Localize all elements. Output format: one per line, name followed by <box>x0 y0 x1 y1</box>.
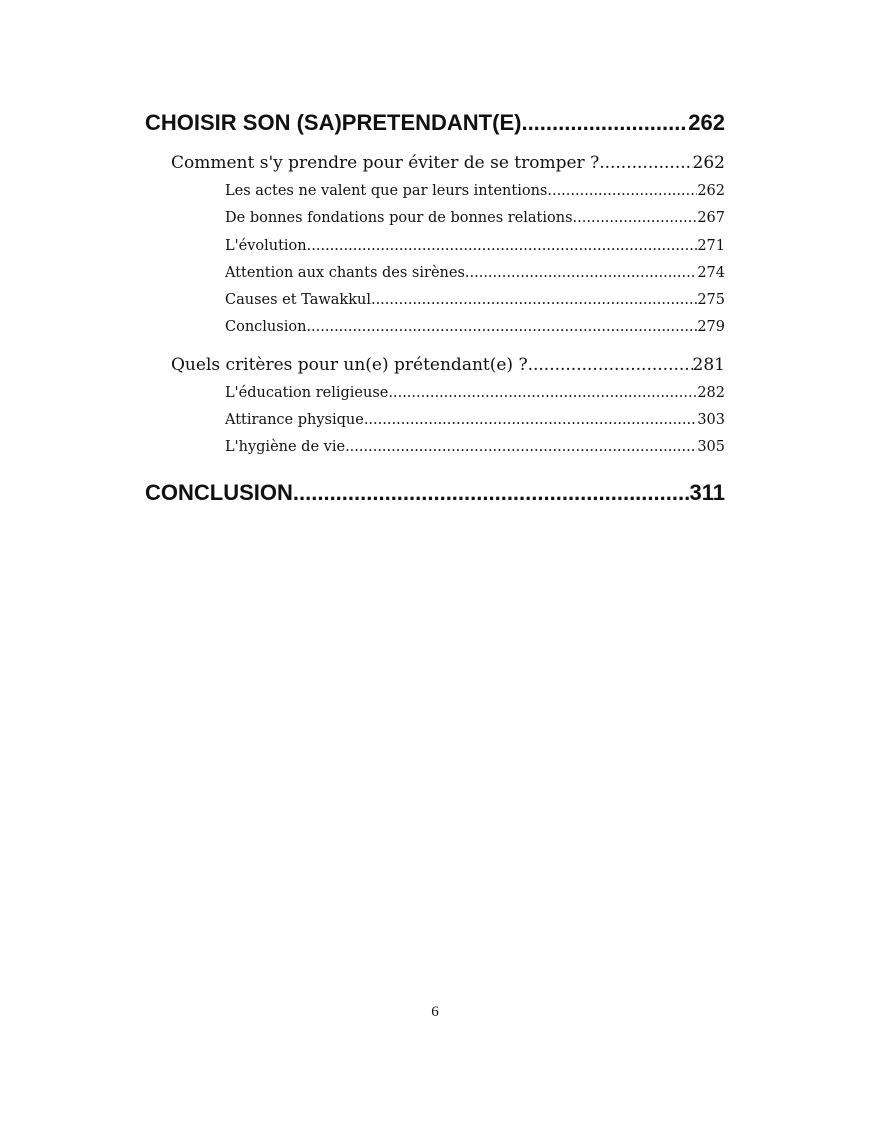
toc-subsection[interactable] <box>225 205 725 232</box>
toc-entry-title: Attention aux chants des sirènes <box>225 264 465 281</box>
toc-entry-title: L'hygiène de vie <box>225 439 346 456</box>
toc-entry-title: Quels critères pour un(e) prétendant(e) ? <box>171 354 528 375</box>
toc-subsection[interactable] <box>225 314 725 341</box>
dot-leader <box>371 287 697 314</box>
toc-subsection[interactable] <box>225 407 725 434</box>
toc-entry-page: 262 <box>692 153 725 173</box>
toc-entry-page: 311 <box>689 479 725 505</box>
toc-entry-page: 271 <box>697 237 725 254</box>
toc-entry-title: Conclusion <box>225 319 307 336</box>
toc-subsection[interactable] <box>225 178 725 205</box>
dot-leader <box>307 233 698 260</box>
toc-entry-page: 262 <box>697 183 725 199</box>
toc-entry-page: 303 <box>697 412 725 429</box>
toc-entry-page: 267 <box>697 210 725 227</box>
toc-entry-page: 282 <box>697 384 725 401</box>
dot-leader <box>547 178 697 205</box>
toc-entry-page: 305 <box>697 439 725 456</box>
dot-leader <box>345 434 697 461</box>
toc-entry-title: CHOISIR SON (SA)PRETENDANT(E) <box>145 110 522 135</box>
dot-leader <box>599 148 692 178</box>
dot-leader <box>465 260 697 287</box>
dot-leader <box>521 106 688 140</box>
dot-leader <box>577 205 697 232</box>
dot-leader <box>364 407 697 434</box>
toc-entry-title: Les actes ne valent que par leurs intentions <box>225 183 548 199</box>
dot-leader <box>293 476 690 510</box>
toc-entry-title: L'éducation religieuse <box>225 384 389 401</box>
toc-entry-page: 275 <box>697 292 725 309</box>
toc-chapter-choisir[interactable] <box>145 106 725 140</box>
toc-subsection[interactable] <box>225 233 725 260</box>
toc-subsection[interactable] <box>225 434 725 461</box>
dot-leader <box>528 350 693 380</box>
toc-entry-title: CONCLUSION <box>145 479 293 505</box>
toc-entry-title: L'évolution <box>225 237 307 254</box>
page-number: 6 <box>431 1004 439 1020</box>
toc-entry-page: 279 <box>697 319 725 336</box>
toc-entry-title: Causes et Tawakkul <box>225 292 371 309</box>
toc-entry-page: 262 <box>688 110 725 135</box>
toc-subsection[interactable] <box>225 260 725 287</box>
toc-entry-title: Comment s'y prendre pour éviter de se tromper ? <box>171 153 600 173</box>
toc-entry-title: De bonnes fondations pour de bonnes relations. <box>225 210 578 227</box>
table-of-contents <box>145 106 725 510</box>
toc-chapter-conclusion[interactable] <box>145 476 725 510</box>
toc-entry-page: 281 <box>692 354 725 375</box>
toc-entry-title: Attirance physique <box>225 412 364 429</box>
toc-subsection[interactable] <box>225 380 725 407</box>
dot-leader <box>306 314 697 341</box>
toc-section-quels[interactable] <box>171 350 725 380</box>
toc-section-comment[interactable] <box>171 148 725 178</box>
toc-subsection[interactable] <box>225 287 725 314</box>
dot-leader <box>388 380 697 407</box>
toc-entry-page: 274 <box>697 264 725 281</box>
